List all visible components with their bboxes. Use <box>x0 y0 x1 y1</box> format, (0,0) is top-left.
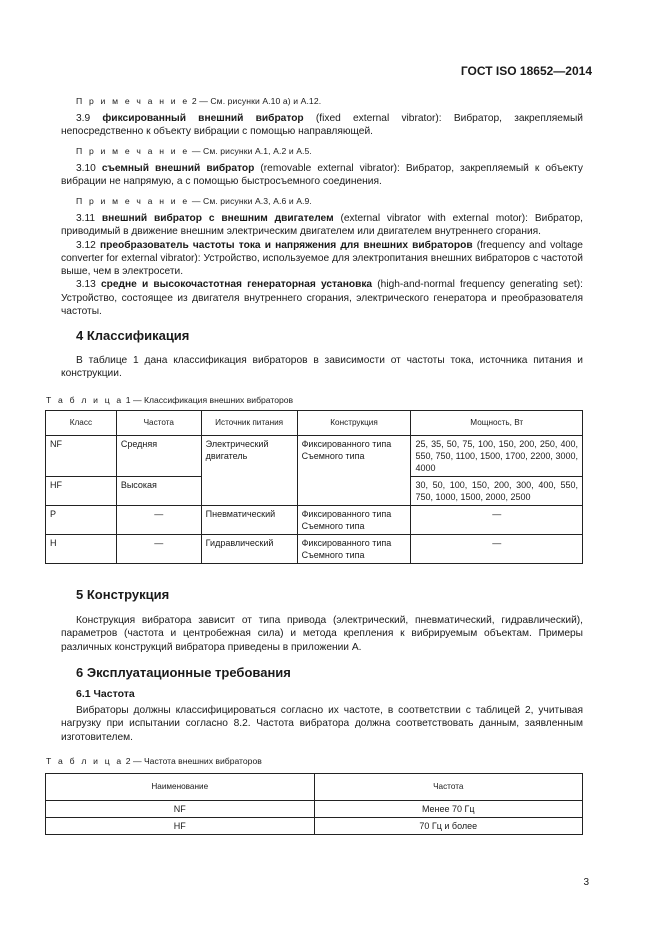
term-number: 3.10 <box>76 163 96 174</box>
column-header: Частота <box>116 411 201 436</box>
term-definition: (removable external vibrator): Вибратор, закрепляемый к объекту вибрации не напрямую, а с помощью быстросъемного соединения. <box>61 163 584 188</box>
construction-cell: Фиксированного типа Съемного типа <box>297 436 411 506</box>
page-number: 3 <box>583 877 589 888</box>
name-cell: HF <box>46 818 315 835</box>
column-header: Источник питания <box>201 411 297 436</box>
source-cell: Гидравлический <box>201 535 297 564</box>
table-header-row <box>46 774 583 801</box>
term-definition: (external vibrator with external motor): Вибратор, приводимый в движение внешним электрическим двигателем или двигателем внутреннего сгорания. <box>61 213 583 238</box>
caption-text: 1 — Классификация внешних вибраторов <box>125 395 294 405</box>
source-cell: Пневматический <box>201 506 297 535</box>
section-5-title: 5 Конструкция <box>76 587 170 602</box>
caption-label: Т а б л и ц а <box>46 395 124 405</box>
column-header: Частота <box>314 774 582 801</box>
frequency-cell: Высокая <box>116 477 201 506</box>
column-header: Класс <box>46 411 117 436</box>
table-row <box>46 436 583 477</box>
section-4-title: 4 Классификация <box>76 328 190 343</box>
frequency-cell: 70 Гц и более <box>314 818 582 835</box>
table-row <box>46 818 583 835</box>
term-name: съемный внешний вибратор <box>101 163 255 174</box>
note-label: П р и м е ч а н и е <box>76 96 190 106</box>
note-3-9 <box>76 146 312 156</box>
term-definition: (high-and-normal frequency generating set): Устройство, состоящее из двигателя внутреннего сгорания, электрического генератора и преобразователя частоты. <box>61 279 583 318</box>
power-cell: 25, 35, 50, 75, 100, 150, 200, 250, 400, 550, 750, 1100, 1500, 1700, 2200, 3000, 4000 <box>411 436 583 477</box>
term-number: 3.12 <box>76 239 96 251</box>
term-name: средне и высокочастотная генераторная установка <box>100 279 373 291</box>
term-3-9 <box>61 112 583 139</box>
term-definition: (fixed external vibrator): Вибратор, закрепляемый непосредственно к объекту вибрации с помощью направляющей. <box>61 113 583 138</box>
term-definition: (frequency and voltage converter for external vibrator): Устройство, используемое для электропитания внешних вибраторов с частотой выше, чем в электросети. <box>61 239 583 278</box>
table-row <box>46 506 583 535</box>
term-3-13 <box>61 278 583 318</box>
term-3-11 <box>61 212 583 239</box>
class-cell: H <box>46 535 117 564</box>
table-1 <box>45 410 583 564</box>
note-3-10 <box>76 196 312 206</box>
term-3-12 <box>61 239 583 279</box>
term-number: 3.11 <box>76 213 96 224</box>
column-header: Наименование <box>46 774 315 801</box>
caption-text: 2 — Частота внешних вибраторов <box>125 756 262 766</box>
name-cell: NF <box>46 801 315 818</box>
note-text: — См. рисунки А.1, А.2 и А.5. <box>191 146 312 156</box>
frequency-cell: — <box>116 506 201 535</box>
power-cell: 30, 50, 100, 150, 200, 300, 400, 550, 750, 1000, 1500, 2000, 2500 <box>411 477 583 506</box>
term-name: внешний вибратор с внешним двигателем <box>101 213 334 224</box>
note-2 <box>76 96 321 106</box>
note-label: П р и м е ч а н и е <box>76 146 190 156</box>
section-4-text: В таблице 1 дана классификация вибраторов в зависимости от частоты тока, источника питания и конструкции. <box>61 355 583 380</box>
term-name: фиксированный внешний вибратор <box>102 113 304 124</box>
table-1-caption <box>46 395 293 405</box>
frequency-cell: Менее 70 Гц <box>314 801 582 818</box>
table-header-row <box>46 411 583 436</box>
note-text: — См. рисунки А.3, А.6 и А.9. <box>191 196 312 206</box>
class-cell: P <box>46 506 117 535</box>
construction-cell: Фиксированного типа Съемного типа <box>297 535 411 564</box>
note-label: П р и м е ч а н и е <box>76 196 190 206</box>
power-cell: — <box>411 506 583 535</box>
section-6-1-text: Вибраторы должны классифицироваться согласно их частоте, в соответствии с таблицей 2, учитывая нагрузку при испытании согласно 8.2. Частота вибратора должна соответствовать данным, заявленным изготовителем. <box>61 705 583 743</box>
table-2-caption <box>46 756 262 766</box>
term-name: преобразователь частоты тока и напряжения для внешних вибраторов <box>99 239 473 251</box>
terms-3-11-to-3-13 <box>61 212 583 318</box>
section-6-title: 6 Эксплуатационные требования <box>76 665 291 680</box>
class-cell: HF <box>46 477 117 506</box>
table-row <box>46 535 583 564</box>
document-header: ГОСТ ISO 18652—2014 <box>460 64 592 78</box>
source-cell: Электрический двигатель <box>201 436 297 506</box>
frequency-cell: — <box>116 535 201 564</box>
construction-cell: Фиксированного типа Съемного типа <box>297 506 411 535</box>
frequency-cell: Средняя <box>116 436 201 477</box>
section-5-text: Конструкция вибратора зависит от типа привода (электрический, пневматический, гидравлический), параметров (частота и центробежная сила) и метода крепления к вибрируемым объектам. Примеры различных конструкций вибратора приведены в приложении А. <box>61 615 583 653</box>
table-2 <box>45 773 583 835</box>
note-text: 2 — См. рисунки А.10 а) и А.12. <box>191 96 322 106</box>
term-number: 3.9 <box>76 113 91 124</box>
term-3-10 <box>61 162 583 189</box>
power-cell: — <box>411 535 583 564</box>
section-6-1-title: 6.1 Частота <box>76 688 135 700</box>
term-number: 3.13 <box>76 279 96 291</box>
caption-label: Т а б л и ц а <box>46 756 124 766</box>
column-header: Конструкция <box>297 411 411 436</box>
class-cell: NF <box>46 436 117 477</box>
column-header: Мощность, Вт <box>411 411 583 436</box>
table-row <box>46 801 583 818</box>
